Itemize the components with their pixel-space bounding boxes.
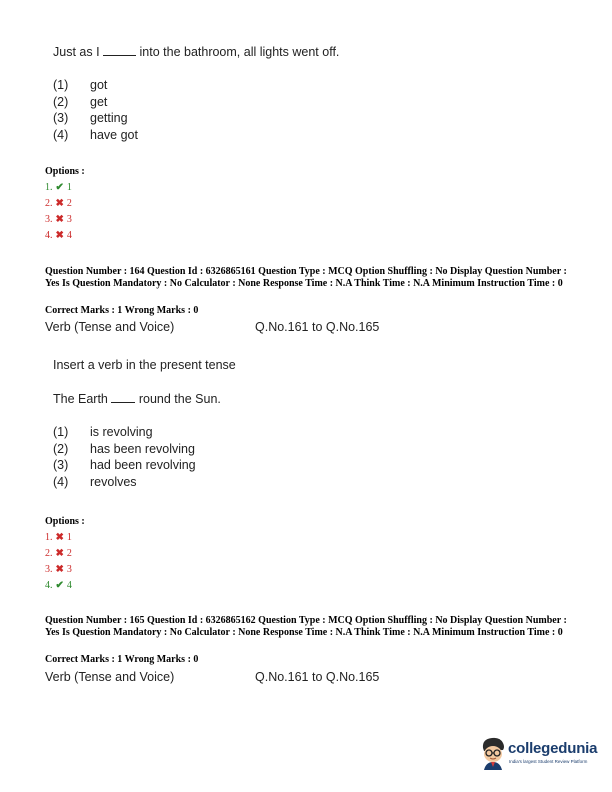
answer-index: 2. <box>45 548 53 559</box>
q163-answer-1 <box>45 182 72 193</box>
q165-marks: Correct Marks : 1 Wrong Marks : 0 <box>45 654 199 665</box>
logo-tagline: India's largest Student Review Platform <box>509 759 588 764</box>
q164-sentence-end: round the Sun. <box>138 392 221 406</box>
cross-icon: ✖ <box>55 532 64 543</box>
option-number: (1) <box>53 425 69 439</box>
options-label: Options : <box>45 516 85 527</box>
cross-icon: ✖ <box>55 564 64 575</box>
collegedunia-logo <box>478 736 606 776</box>
option-number: (4) <box>53 128 69 142</box>
q165-meta: Question Number : 165 Question Id : 6326865162 Question Type : MCQ Option Shuffling : No Display Question Number : Yes Is Question Mandatory : No Calculator : None Response Time : N.A Think Time : N.A Minimum Instruction Time : 0 <box>45 615 567 638</box>
option-number: (2) <box>53 95 69 109</box>
options-label: Options : <box>45 166 85 177</box>
blank-line <box>111 391 135 403</box>
answer-index: 2. <box>45 198 53 209</box>
option-text: had been revolving <box>90 458 196 472</box>
q163-answer-3 <box>45 214 72 225</box>
answer-index: 4. <box>45 580 53 591</box>
answer-value: 2 <box>66 198 72 209</box>
answer-index: 4. <box>45 230 53 241</box>
q164-answer-1 <box>45 532 72 543</box>
q164-instruction: Insert a verb in the present tense <box>53 358 236 372</box>
option-number: (2) <box>53 442 69 456</box>
q163-sentence <box>53 44 339 59</box>
answer-index: 1. <box>45 182 53 193</box>
answer-value: 2 <box>66 548 72 559</box>
q164-topic: Verb (Tense and Voice) <box>45 320 175 334</box>
option-text: has been revolving <box>90 442 195 456</box>
answer-value: 1 <box>66 532 72 543</box>
answer-value: 4 <box>66 580 72 591</box>
answer-value: 1 <box>66 182 72 193</box>
option-text: get <box>90 95 108 109</box>
q164-answer-3 <box>45 564 72 575</box>
answer-index: 3. <box>45 564 53 575</box>
q163-sentence-start: Just as I <box>53 45 100 59</box>
cross-icon: ✖ <box>55 214 64 225</box>
q163-answer-4 <box>45 230 72 241</box>
option-number: (3) <box>53 111 69 125</box>
mascot-icon <box>478 736 508 774</box>
option-text: revolves <box>90 475 137 489</box>
answer-value: 4 <box>66 230 72 241</box>
answer-index: 3. <box>45 214 53 225</box>
option-number: (3) <box>53 458 69 472</box>
q164-meta: Question Number : 164 Question Id : 6326865161 Question Type : MCQ Option Shuffling : No Display Question Number : Yes Is Question Mandatory : No Calculator : None Response Time : N.A Think Time : N.A Minimum Instruction Time : 0 <box>45 266 567 289</box>
cross-icon: ✖ <box>55 230 64 241</box>
q163-sentence-end: into the bathroom, all lights went off. <box>139 45 340 59</box>
cross-icon: ✖ <box>55 548 64 559</box>
check-icon: ✔ <box>55 182 64 193</box>
q164-range: Q.No.161 to Q.No.165 <box>255 320 380 334</box>
logo-wordmark: collegedunia <box>508 740 598 757</box>
q164-sentence <box>53 391 221 406</box>
answer-value: 3 <box>66 214 72 225</box>
option-number: (1) <box>53 78 69 92</box>
q165-topic: Verb (Tense and Voice) <box>45 670 175 684</box>
q164-answer-4 <box>45 580 72 591</box>
option-number: (4) <box>53 475 69 489</box>
answer-value: 3 <box>66 564 72 575</box>
option-text: got <box>90 78 108 92</box>
option-text: have got <box>90 128 138 142</box>
check-icon: ✔ <box>55 580 64 591</box>
blank-line <box>103 44 136 56</box>
option-text: getting <box>90 111 128 125</box>
q163-answer-2 <box>45 198 72 209</box>
answer-index: 1. <box>45 532 53 543</box>
cross-icon: ✖ <box>55 198 64 209</box>
q164-answer-2 <box>45 548 72 559</box>
q164-marks: Correct Marks : 1 Wrong Marks : 0 <box>45 305 199 316</box>
q164-sentence-start: The Earth <box>53 392 108 406</box>
option-text: is revolving <box>90 425 153 439</box>
q165-range: Q.No.161 to Q.No.165 <box>255 670 380 684</box>
